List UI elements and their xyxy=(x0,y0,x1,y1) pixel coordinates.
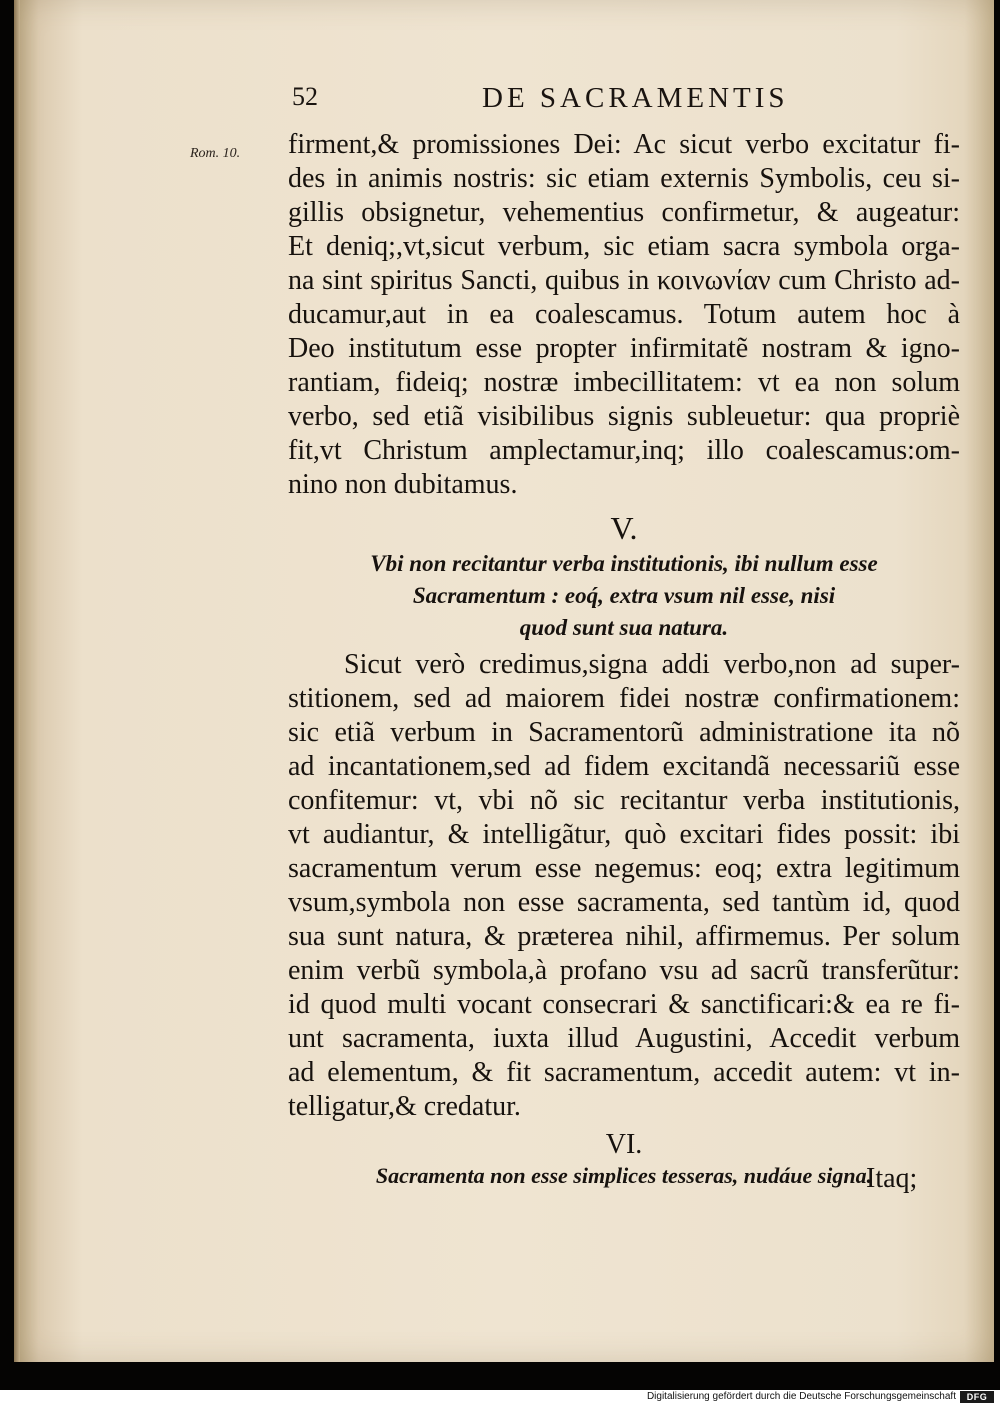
text-line: Deo institutum esse propter infirmitatẽ nostram & igno- xyxy=(288,333,960,364)
text-line: Et deniq;,vt,sicut verbum, sic etiam sacra symbola orga- xyxy=(288,231,960,262)
text-line: ad elementum, & fit sacramentum, accedit autem: vt in- xyxy=(288,1057,960,1088)
section-heading-line: quod sunt sua natura. xyxy=(519,615,729,640)
text-line: sacramentum verum esse negemus: eoq; extra legitimum xyxy=(288,853,960,884)
catchword: Itaq; xyxy=(866,1163,918,1194)
text-line: rantiam, fideiq; nostræ imbecillitatem: vt ea non solum xyxy=(288,367,960,398)
dfg-logo: DFG xyxy=(960,1391,994,1403)
text-line: enim verbũ symbola,à profano vsu ad sacrũ transferũtur: xyxy=(288,955,960,986)
text-line: id quod multi vocant consecrari & sanctificari:& ea re fi- xyxy=(288,989,960,1020)
text-line: verbo, sed etiã visibilibus signis subleuetur: qua propriè xyxy=(288,401,960,432)
section-heading-line: Sacramenta non esse simplices tesseras, nudáue signa. xyxy=(375,1163,873,1188)
text-line: sic etiã verbum in Sacramentorũ administratione ita nõ xyxy=(288,717,960,748)
text-line: stitionem, sed ad maiorem fidei nostræ confirmationem: xyxy=(288,683,960,714)
text-line: ad incantationem,sed ad fidem excitandã necessariũ esse xyxy=(288,751,960,782)
text-line: vt audiantur, & intelligãtur, quò excitari fides possit: ibi xyxy=(288,819,960,850)
margin-note: Rom. 10. xyxy=(190,146,241,161)
running-title: DE SACRAMENTIS xyxy=(482,82,789,114)
section-heading-line: Sacramentum : eoq́, extra vsum nil esse, nisi xyxy=(412,583,836,608)
text-line: nino non dubitamus. xyxy=(288,469,518,500)
text-line: gillis obsignetur, vehementius confirmetur, & augeatur: xyxy=(288,197,960,228)
text-line: vsum,symbola non esse sacramenta, sed tantùm id, quod xyxy=(288,887,960,918)
text-line: firment,& promissiones Dei: Ac sicut verbo excitatur fi- xyxy=(288,129,960,160)
funding-credit: Digitalisierung gefördert durch die Deutsche Forschungsgemeinschaft xyxy=(646,1391,956,1402)
section-number: VI. xyxy=(605,1129,643,1160)
page-number: 52 xyxy=(292,82,318,111)
text-line: fit,vt Christum amplectamur,inq; illo coalescamus:om- xyxy=(288,435,960,466)
text-line: telligatur,& credatur. xyxy=(288,1091,521,1122)
text-line: na sint spiritus Sancti, quibus in κοινωνίαν cum Christo ad- xyxy=(288,265,960,296)
text-line: sua sunt natura, & præterea nihil, affirmemus. Per solum xyxy=(288,921,960,952)
text-line: ducamur,aut in ea coalescamus. Totum autem hoc à xyxy=(288,299,960,330)
text-line: confitemur: vt, vbi nõ sic recitantur verba institutionis, xyxy=(288,785,960,816)
text-line: Sicut verò credimus,signa addi verbo,non ad super- xyxy=(344,649,960,680)
text-line: unt sacramenta, iuxta illud Augustini, Accedit verbum xyxy=(288,1023,960,1054)
section-number: V. xyxy=(610,510,638,546)
footer-bar xyxy=(0,1390,1000,1405)
section-heading-line: Vbi non recitantur verba institutionis, ibi nullum esse xyxy=(370,551,878,576)
text-line: des in animis nostris: sic etiam externis Symbolis, ceu si- xyxy=(288,163,960,194)
